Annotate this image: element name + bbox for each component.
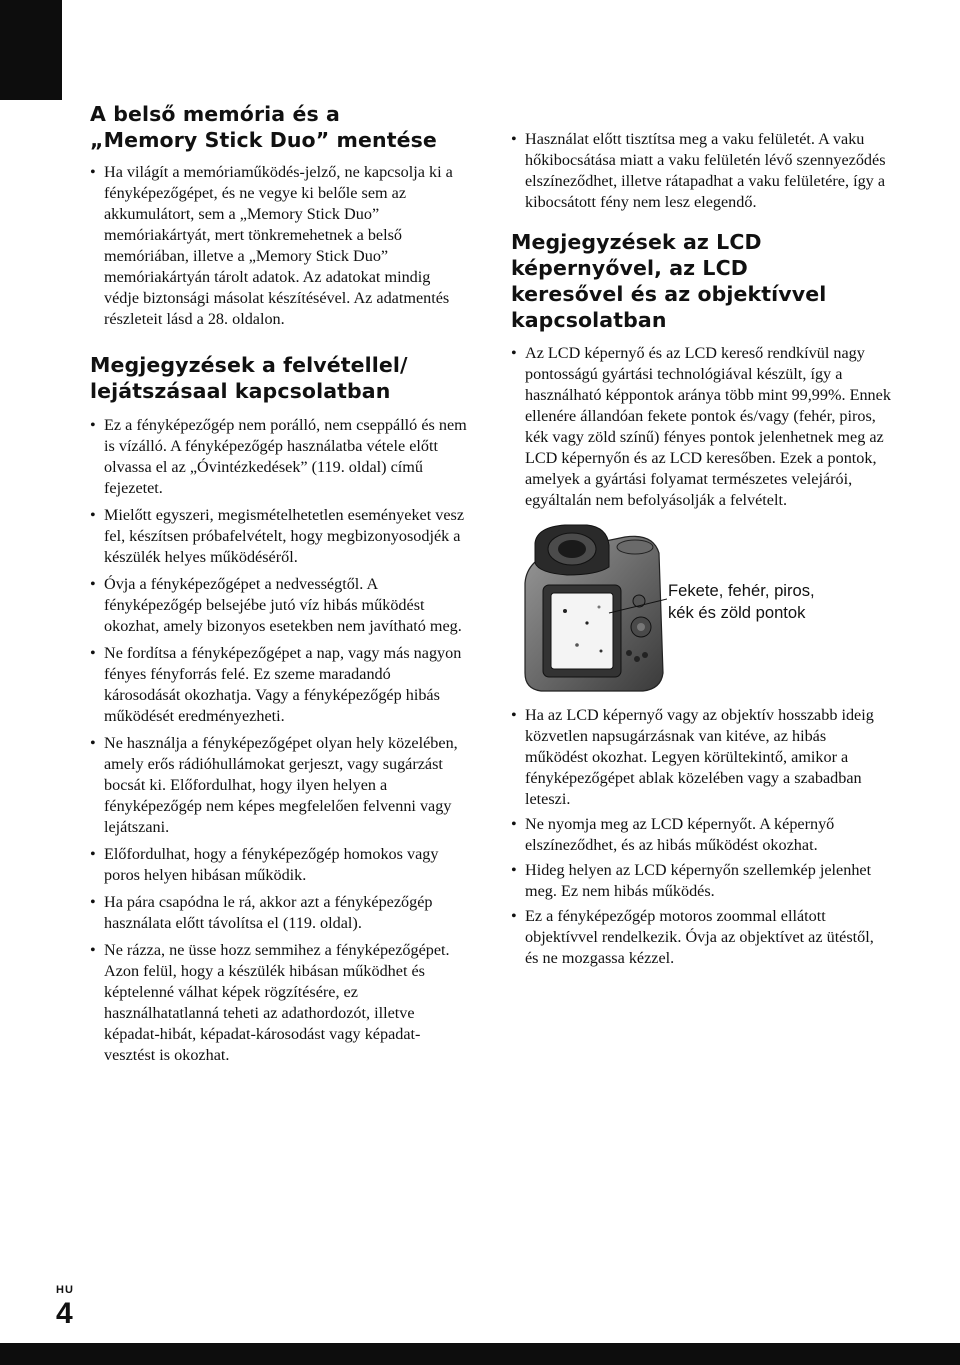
list-item [90, 844, 468, 886]
heading-recording-notes [90, 352, 468, 404]
bullet-icon: • [511, 815, 517, 833]
bullet-icon: • [90, 163, 96, 181]
list-item-text: Előfordulhat, hogy a fényképezőgép homokos vagy poros helyen hibásan működik. [104, 845, 439, 884]
section-tab-marker [0, 0, 62, 100]
recording-notes-list [90, 415, 468, 1066]
list-item [90, 574, 468, 637]
heading-line: A belső memória és a [90, 102, 340, 126]
language-label: HU [56, 1284, 74, 1296]
bullet-icon: • [90, 575, 96, 593]
list-item [511, 906, 891, 969]
flash-cleaning-list [511, 129, 891, 213]
list-item-text: Használat előtt tisztítsa meg a vaku felületét. A vaku hőkibocsátása miatt a vaku felületén lévő szennyeződés elszíneződhet, illetve rátapadhat a vaku felületére, így a kibocsátott fény nem lesz elegendő. [525, 130, 886, 211]
heading-line: lejátszásaal kapcsolatban [90, 379, 391, 403]
list-item [90, 733, 468, 838]
list-item-text: Ha az LCD képernyő vagy az objektív hosszabb ideig közvetlen napsugárzásnak van kitéve, az hibás működést okozhat. Legyen körültekintő, amikor a fényképezőgépet ablak közelében vagy a szabadban leteszi. [525, 706, 874, 808]
lcd-figure [511, 523, 891, 695]
heading-line: kapcsolatban [511, 308, 667, 332]
callout-line: Fekete, fehér, piros, [668, 581, 815, 600]
list-item [90, 643, 468, 727]
camera-lcd-illustration-icon [517, 523, 667, 693]
left-column [90, 101, 468, 1072]
heading-memory-backup [90, 101, 468, 153]
list-item-text: Ez a fényképezőgép nem porálló, nem cseppálló és nem is vízálló. A fényképezőgép használatba vétele előtt olvassa el az „Óvintézkedések” (119. oldal) című fejezetet. [104, 416, 467, 497]
bullet-icon: • [90, 416, 96, 434]
bullet-icon: • [90, 893, 96, 911]
heading-line: Megjegyzések a felvétellel/ [90, 353, 408, 377]
heading-line: Megjegyzések az LCD [511, 230, 762, 254]
list-item [90, 415, 468, 499]
lcd-care-list [511, 705, 891, 969]
right-column [511, 129, 891, 973]
list-item-text: Ne fordítsa a fényképezőgépet a nap, vagy más nagyon fényes fényforrás felé. Ez szeme maradandó károsodását okozhatja. Vagy a fényképezőgép hibás működését eredményezheti. [104, 644, 462, 725]
bullet-icon: • [90, 644, 96, 662]
list-item [511, 860, 891, 902]
list-item-text: Ha világít a memóriaműködés-jelző, ne kapcsolja ki a fényképezőgépet, és ne vegye ki belőle sem az akkumulátort, sem a „Memory Stick Duo” memóriakártyát, mert tönkremehetnek a belső memóriában, illetve a „Memory Stick Duo” memóriakártyán tárolt adatok. Az adatokat mindig védje biztonsági másolat készítésével. Az adatmentés részleteit lásd a 28. oldalon. [104, 163, 453, 328]
list-item-text: Hideg helyen az LCD képernyőn szellemkép jelenhet meg. Ez nem hibás működés. [525, 861, 872, 900]
list-item-text: Óvja a fényképezőgépet a nedvességtől. A fényképezőgép belsejébe jutó víz hibás működést okozhat, amely bizonyos esetekben nem javítható meg. [104, 575, 462, 635]
list-item-text: Mielőtt egyszeri, megismételhetetlen eseményeket vesz fel, készítsen próbafelvételt, hogy megbizonyosodjék a készülék helyes működéséről. [104, 506, 465, 566]
bullet-icon: • [90, 734, 96, 752]
list-item-text: Ha pára csapódna le rá, akkor azt a fényképezőgép használata előtt távolítsa el (119. oldal). [104, 893, 433, 932]
lcd-notes-list [511, 343, 891, 511]
bullet-icon: • [511, 130, 517, 148]
bullet-icon: • [90, 845, 96, 863]
callout-line: kék és zöld pontok [668, 603, 806, 622]
bullet-icon: • [511, 344, 517, 362]
list-item-text: Ne rázza, ne üsse hozz semmihez a fényképezőgépet. Azon felül, hogy a készülék hibásan működhet és képtelenné válhat képek rögzítésére, ez használhatatlanná teheti az adathordozót, illetve képadat-hibát, képadat-károsodást vagy képadat-vesztést is okozhat. [104, 941, 450, 1064]
heading-line: „Memory Stick Duo” mentése [90, 128, 437, 152]
bullet-icon: • [90, 941, 96, 959]
memory-backup-list [90, 162, 468, 330]
list-item [90, 892, 468, 934]
list-item [511, 814, 891, 856]
bullet-icon: • [511, 861, 517, 879]
bullet-icon: • [511, 907, 517, 925]
list-item-text: Ne használja a fényképezőgépet olyan hely közelében, amely erős rádióhullámokat gerjeszt, vagy sugárzást bocsát ki. Előfordulhat, hogy ilyen helyen a fényképezőgép nem képes megfelelően felvenni vagy lejátszani. [104, 734, 458, 836]
list-item-text: Ne nyomja meg az LCD képernyőt. A képernyő elszíneződhet, és az hibás működést okozhat. [525, 815, 835, 854]
list-item [90, 162, 468, 330]
heading-line: keresővel és az objektívvel [511, 282, 827, 306]
heading-line: képernyővel, az LCD [511, 256, 748, 280]
bottom-bar [0, 1343, 960, 1365]
list-item [511, 129, 891, 213]
bullet-icon: • [90, 506, 96, 524]
list-item [90, 505, 468, 568]
heading-lcd-notes [511, 229, 891, 333]
list-item-text: Ez a fényképezőgép motoros zoommal ellátott objektívvel rendelkezik. Óvja az objektívet az ütéstől, és ne mozgassa kézzel. [525, 907, 874, 967]
list-item [511, 343, 891, 511]
bullet-icon: • [511, 706, 517, 724]
list-item-text: Az LCD képernyő és az LCD kereső rendkívül nagy pontosságú gyártási technológiával készült, így a használható képpontok aránya több mint 99,99%. Ennek ellenére állandóan fekete pontok és/vagy (fehér, piros, kék vagy zöld színű) fényes pontok jelenhetnek meg az LCD képernyőn és az LCD keresőben. Ezek a pontok, amelyek a gyártási folyamat természetes velejárói, egyáltalán nem befolyásolják a felvételt. [525, 344, 891, 509]
list-item [90, 940, 468, 1066]
page-number: 4 [56, 1297, 73, 1330]
list-item [511, 705, 891, 810]
pixel-dots-callout [668, 580, 888, 624]
